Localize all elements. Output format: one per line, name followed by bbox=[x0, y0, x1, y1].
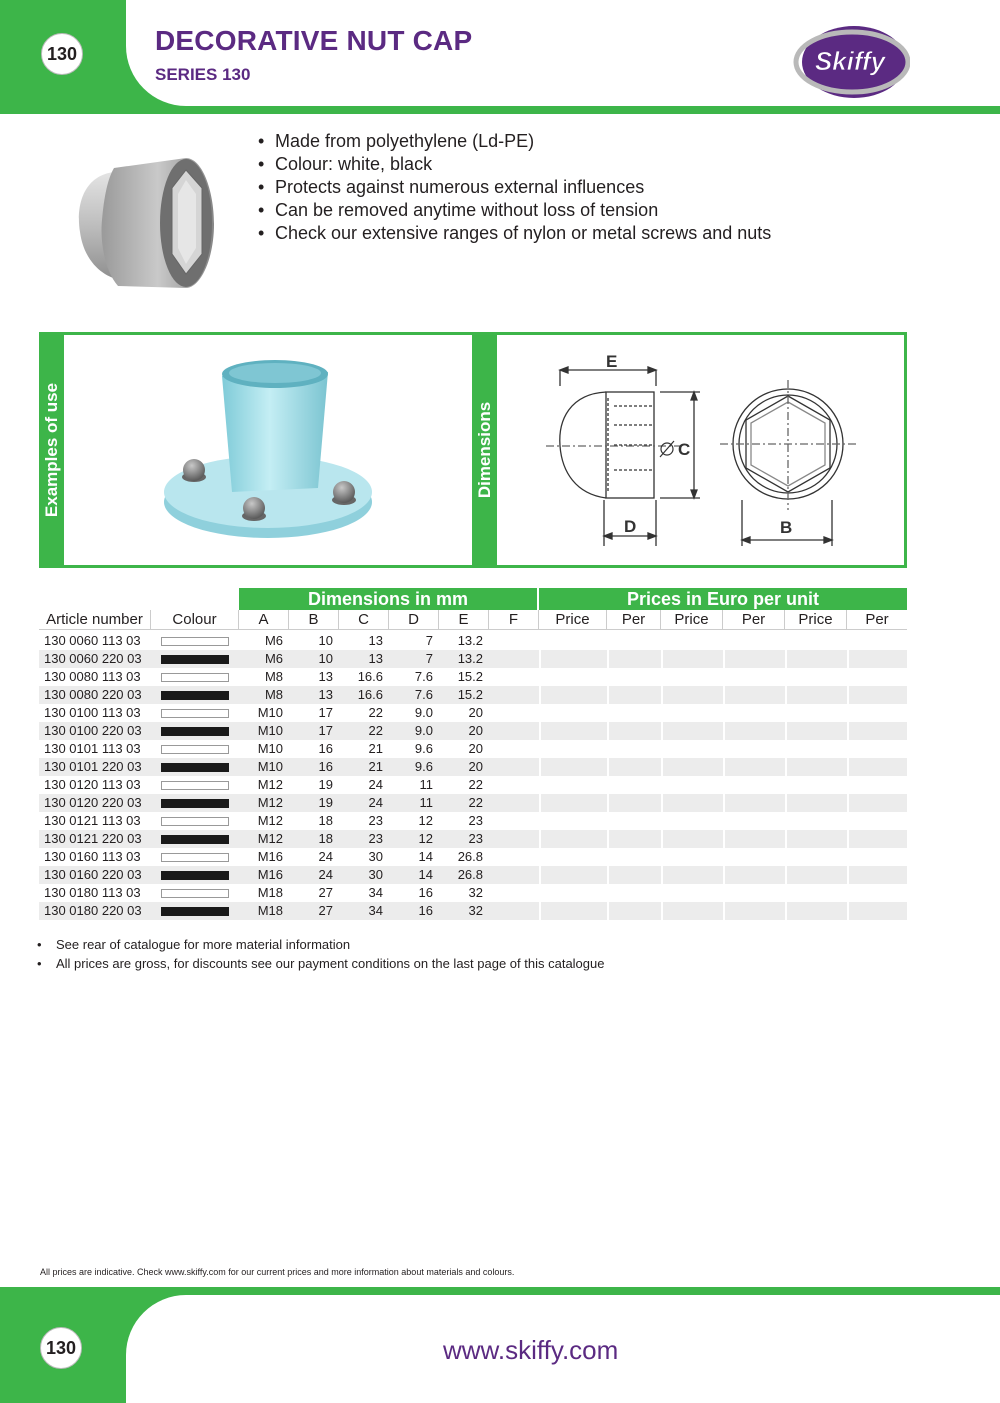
colour-swatch-white bbox=[161, 817, 229, 826]
price-cell bbox=[785, 830, 847, 848]
dim-b-cell: 19 bbox=[289, 794, 339, 812]
dim-b-cell: 19 bbox=[318, 777, 333, 792]
per-cell bbox=[723, 776, 785, 794]
dim-e-cell: 32 bbox=[439, 902, 489, 920]
table-row bbox=[39, 812, 907, 830]
price-cell bbox=[539, 866, 607, 884]
colour-swatch-white bbox=[161, 637, 229, 646]
price-cell bbox=[539, 722, 607, 740]
per-cell bbox=[607, 884, 661, 902]
dim-a-cell: M10 bbox=[257, 705, 283, 720]
dim-b-cell: 24 bbox=[289, 866, 339, 884]
article-number-cell: 130 0160 220 03 bbox=[39, 866, 151, 884]
feature-item: • Check our extensive ranges of nylon or metal screws and nuts bbox=[258, 223, 772, 243]
dim-c-cell: 24 bbox=[368, 777, 383, 792]
dim-d-cell: 14 bbox=[389, 866, 439, 884]
logo-text: Skiffy bbox=[814, 46, 886, 76]
dim-b-cell: 27 bbox=[289, 902, 339, 920]
dim-d-cell: 11 bbox=[389, 794, 439, 812]
per-cell bbox=[847, 830, 907, 848]
per-cell bbox=[847, 794, 907, 812]
table-row bbox=[39, 776, 907, 794]
dim-a-cell: M10 bbox=[239, 722, 289, 740]
dim-e-cell: 26.8 bbox=[457, 849, 483, 864]
dim-d-cell: 9.6 bbox=[389, 758, 439, 776]
per-cell bbox=[607, 740, 661, 758]
col-header: D bbox=[389, 610, 439, 629]
table-header-row bbox=[39, 610, 907, 630]
dim-e-cell: 20 bbox=[468, 741, 483, 756]
per-cell bbox=[847, 650, 907, 668]
col-header: Per bbox=[723, 610, 785, 629]
price-cell bbox=[785, 884, 847, 902]
dim-f-cell bbox=[489, 776, 539, 794]
price-cell bbox=[539, 830, 607, 848]
article-number-cell: 130 0080 220 03 bbox=[39, 686, 151, 704]
per-cell bbox=[847, 740, 907, 758]
prices-group-header: Prices in Euro per unit bbox=[539, 588, 907, 610]
dim-b-cell: 24 bbox=[318, 849, 333, 864]
per-cell bbox=[723, 830, 785, 848]
per-cell bbox=[723, 812, 785, 830]
article-number-cell: 130 0120 113 03 bbox=[44, 777, 141, 792]
dim-b-cell: 16 bbox=[289, 758, 339, 776]
dim-c-cell: 13 bbox=[339, 650, 389, 668]
per-cell bbox=[607, 902, 661, 920]
per-cell bbox=[607, 866, 661, 884]
dim-b-cell: 10 bbox=[318, 633, 333, 648]
feature-item: • Made from polyethylene (Ld-PE) bbox=[258, 131, 535, 151]
price-cell bbox=[785, 866, 847, 884]
dim-e-cell: 23 bbox=[468, 813, 483, 828]
dim-a-cell: M10 bbox=[257, 741, 283, 756]
colour-swatch-black bbox=[161, 871, 229, 880]
dim-f-cell bbox=[489, 758, 539, 776]
colour-cell bbox=[151, 740, 239, 758]
dim-c-cell: 30 bbox=[339, 866, 389, 884]
per-cell bbox=[607, 704, 661, 722]
dim-a-cell: M18 bbox=[239, 902, 289, 920]
dim-a-cell: M8 bbox=[264, 669, 283, 684]
price-cell bbox=[539, 686, 607, 704]
article-number-cell: 130 0180 113 03 bbox=[44, 885, 141, 900]
article-number-cell: 130 0060 113 03 bbox=[44, 633, 141, 648]
dim-d-cell: 16 bbox=[389, 902, 439, 920]
price-cell bbox=[539, 668, 607, 686]
price-cell bbox=[539, 812, 607, 830]
dimensions-tab: Dimensions bbox=[472, 332, 497, 568]
dim-a-cell: M8 bbox=[239, 686, 289, 704]
price-cell bbox=[785, 722, 847, 740]
colour-swatch-black bbox=[161, 799, 229, 808]
dim-f-cell bbox=[489, 668, 539, 686]
dim-b-cell: 13 bbox=[289, 686, 339, 704]
col-header: Per bbox=[865, 611, 889, 628]
article-number-cell: 130 0180 220 03 bbox=[39, 902, 151, 920]
dim-e-cell: 22 bbox=[439, 794, 489, 812]
col-header: E bbox=[439, 610, 489, 629]
per-cell bbox=[847, 866, 907, 884]
per-cell bbox=[723, 866, 785, 884]
dim-f-cell bbox=[489, 722, 539, 740]
notes-list bbox=[37, 935, 604, 973]
price-cell bbox=[785, 704, 847, 722]
table-row bbox=[39, 884, 907, 902]
dim-a-cell: M6 bbox=[264, 633, 283, 648]
feature-item: • Protects against numerous external influences bbox=[258, 177, 645, 197]
colour-cell bbox=[151, 758, 239, 776]
feature-item: • Can be removed anytime without loss of tension bbox=[258, 200, 659, 220]
dim-b-cell: 10 bbox=[289, 650, 339, 668]
dim-d-cell: 9.6 bbox=[414, 741, 433, 756]
dim-b-cell: 17 bbox=[318, 705, 333, 720]
dim-c-cell: 16.6 bbox=[339, 686, 389, 704]
price-cell bbox=[661, 794, 723, 812]
price-cell bbox=[661, 812, 723, 830]
table-row bbox=[39, 902, 907, 920]
col-header: Article number bbox=[39, 610, 151, 629]
per-cell bbox=[607, 722, 661, 740]
dim-a-cell: M10 bbox=[239, 758, 289, 776]
colour-cell bbox=[151, 812, 239, 830]
article-number-cell: 130 0080 113 03 bbox=[44, 669, 141, 684]
dim-e-cell: 20 bbox=[439, 758, 489, 776]
dim-c-cell: 22 bbox=[368, 705, 383, 720]
dim-f-cell bbox=[489, 686, 539, 704]
per-cell bbox=[607, 830, 661, 848]
per-cell bbox=[723, 704, 785, 722]
price-cell bbox=[539, 758, 607, 776]
footer-page-number-badge: 130 bbox=[40, 1327, 82, 1369]
per-cell bbox=[723, 722, 785, 740]
colour-cell bbox=[151, 650, 239, 668]
per-cell bbox=[607, 812, 661, 830]
dim-a-cell: M18 bbox=[257, 885, 283, 900]
page-number-badge: 130 bbox=[41, 33, 83, 75]
article-number-cell: 130 0100 113 03 bbox=[44, 705, 141, 720]
dim-c-cell: 23 bbox=[368, 813, 383, 828]
nut-cap-product-image bbox=[74, 150, 218, 296]
price-cell bbox=[539, 776, 607, 794]
note-item: • All prices are gross, for discounts see our payment conditions on the last page of this catalogue bbox=[37, 956, 605, 971]
per-cell bbox=[723, 884, 785, 902]
price-cell bbox=[785, 632, 847, 650]
dim-c-cell: 23 bbox=[339, 830, 389, 848]
price-cell bbox=[785, 794, 847, 812]
table-row bbox=[39, 758, 907, 776]
colour-cell bbox=[151, 848, 239, 866]
website-link[interactable]: www.skiffy.com bbox=[443, 1335, 619, 1365]
dim-e-cell: 32 bbox=[468, 885, 483, 900]
price-cell bbox=[661, 632, 723, 650]
dim-b-cell: 18 bbox=[289, 830, 339, 848]
price-cell bbox=[539, 650, 607, 668]
per-cell bbox=[607, 794, 661, 812]
col-header: Price bbox=[785, 610, 847, 629]
article-number-cell: 130 0121 220 03 bbox=[39, 830, 151, 848]
price-cell bbox=[661, 848, 723, 866]
per-cell bbox=[847, 686, 907, 704]
dim-e-cell: 23 bbox=[439, 830, 489, 848]
col-header: F bbox=[489, 610, 539, 629]
colour-swatch-white bbox=[161, 889, 229, 898]
dim-a-cell: M16 bbox=[257, 849, 283, 864]
dim-e-cell: 13.2 bbox=[439, 650, 489, 668]
per-cell bbox=[847, 722, 907, 740]
price-cell bbox=[661, 722, 723, 740]
price-cell bbox=[661, 884, 723, 902]
table-row bbox=[39, 704, 907, 722]
price-cell bbox=[661, 650, 723, 668]
per-cell bbox=[723, 902, 785, 920]
price-cell bbox=[785, 668, 847, 686]
dim-d-cell: 14 bbox=[418, 849, 433, 864]
per-cell bbox=[847, 758, 907, 776]
price-cell bbox=[785, 902, 847, 920]
dim-c-cell: 22 bbox=[339, 722, 389, 740]
dim-a-cell: M16 bbox=[239, 866, 289, 884]
dim-d-cell: 9.0 bbox=[389, 722, 439, 740]
price-cell bbox=[539, 794, 607, 812]
per-cell bbox=[723, 794, 785, 812]
per-cell bbox=[847, 848, 907, 866]
price-cell bbox=[661, 902, 723, 920]
price-cell bbox=[539, 902, 607, 920]
table-row bbox=[39, 686, 907, 704]
dim-a-cell: M12 bbox=[257, 813, 283, 828]
dim-f-cell bbox=[489, 866, 539, 884]
price-cell bbox=[785, 740, 847, 758]
dim-e-cell: 15.2 bbox=[457, 669, 483, 684]
dim-d-cell: 7 bbox=[389, 650, 439, 668]
col-header: B bbox=[289, 610, 339, 629]
col-header: Colour bbox=[151, 610, 239, 629]
dim-c-cell: 21 bbox=[368, 741, 383, 756]
price-cell bbox=[785, 686, 847, 704]
dim-f-cell bbox=[489, 632, 539, 650]
examples-of-use-tab: Examples of use bbox=[39, 332, 64, 568]
dimensions-diagram bbox=[540, 350, 860, 550]
col-header: A bbox=[239, 610, 289, 629]
colour-cell bbox=[151, 902, 239, 920]
dim-c-cell: 34 bbox=[339, 902, 389, 920]
dim-label-b: B bbox=[780, 518, 793, 537]
per-cell bbox=[723, 758, 785, 776]
dim-d-cell: 7.6 bbox=[389, 686, 439, 704]
dim-c-cell: 24 bbox=[339, 794, 389, 812]
table-row bbox=[39, 632, 907, 650]
dim-d-cell: 16 bbox=[418, 885, 433, 900]
dim-b-cell: 13 bbox=[318, 669, 333, 684]
price-cell bbox=[539, 632, 607, 650]
price-cell bbox=[661, 866, 723, 884]
article-number-cell: 130 0060 220 03 bbox=[39, 650, 151, 668]
per-cell bbox=[847, 632, 907, 650]
price-cell bbox=[785, 812, 847, 830]
price-cell bbox=[539, 704, 607, 722]
per-cell bbox=[723, 848, 785, 866]
dim-c-cell: 34 bbox=[368, 885, 383, 900]
colour-cell bbox=[151, 686, 239, 704]
dim-f-cell bbox=[489, 884, 539, 902]
colour-cell bbox=[151, 632, 239, 650]
price-cell bbox=[661, 776, 723, 794]
per-cell bbox=[607, 848, 661, 866]
dim-label-e: E bbox=[606, 352, 618, 371]
per-cell bbox=[607, 758, 661, 776]
dim-label-d: D bbox=[624, 517, 637, 536]
feature-list bbox=[258, 130, 771, 245]
dim-f-cell bbox=[489, 740, 539, 758]
dim-e-cell: 22 bbox=[468, 777, 483, 792]
dim-e-cell: 15.2 bbox=[439, 686, 489, 704]
colour-cell bbox=[151, 722, 239, 740]
dim-d-cell: 9.0 bbox=[414, 705, 433, 720]
article-number-cell: 130 0101 113 03 bbox=[44, 741, 141, 756]
colour-cell bbox=[151, 776, 239, 794]
colour-swatch-white bbox=[161, 781, 229, 790]
colour-swatch-white bbox=[161, 745, 229, 754]
colour-swatch-black bbox=[161, 763, 229, 772]
dim-c-cell: 30 bbox=[368, 849, 383, 864]
article-number-cell: 130 0101 220 03 bbox=[39, 758, 151, 776]
price-cell bbox=[539, 884, 607, 902]
col-header: Price bbox=[539, 610, 607, 629]
per-cell bbox=[607, 650, 661, 668]
page-subtitle: SERIES 130 bbox=[155, 65, 251, 84]
per-cell bbox=[607, 632, 661, 650]
dim-a-cell: M12 bbox=[239, 794, 289, 812]
price-cell bbox=[661, 830, 723, 848]
price-cell bbox=[661, 758, 723, 776]
per-cell bbox=[847, 884, 907, 902]
article-number-cell: 130 0121 113 03 bbox=[44, 813, 141, 828]
table-row bbox=[39, 722, 907, 740]
dimensions-group-header: Dimensions in mm bbox=[239, 588, 537, 610]
price-cell bbox=[785, 650, 847, 668]
colour-cell bbox=[151, 866, 239, 884]
colour-swatch-black bbox=[161, 727, 229, 736]
colour-swatch-black bbox=[161, 655, 229, 664]
dim-label-c: C bbox=[678, 440, 691, 459]
dim-e-cell: 20 bbox=[439, 722, 489, 740]
per-cell bbox=[723, 686, 785, 704]
price-cell bbox=[661, 740, 723, 758]
dim-f-cell bbox=[489, 704, 539, 722]
dim-e-cell: 26.8 bbox=[439, 866, 489, 884]
example-of-use-image bbox=[150, 352, 390, 542]
colour-cell bbox=[151, 794, 239, 812]
dim-d-cell: 11 bbox=[419, 777, 433, 792]
dim-a-cell: M12 bbox=[239, 830, 289, 848]
table-row bbox=[39, 866, 907, 884]
price-cell bbox=[785, 776, 847, 794]
dim-f-cell bbox=[489, 650, 539, 668]
price-disclaimer: All prices are indicative. Check www.skiffy.com for our current prices and more information about materials and colours. bbox=[40, 1267, 515, 1277]
colour-swatch-white bbox=[161, 673, 229, 682]
per-cell bbox=[847, 776, 907, 794]
colour-cell bbox=[151, 830, 239, 848]
article-number-cell: 130 0100 220 03 bbox=[39, 722, 151, 740]
colour-swatch-white bbox=[161, 709, 229, 718]
per-cell bbox=[847, 668, 907, 686]
article-number-cell: 130 0160 113 03 bbox=[44, 849, 141, 864]
dim-a-cell: M6 bbox=[239, 650, 289, 668]
dim-c-cell: 21 bbox=[339, 758, 389, 776]
colour-cell bbox=[151, 668, 239, 686]
dim-b-cell: 17 bbox=[289, 722, 339, 740]
dim-e-cell: 13.2 bbox=[457, 633, 483, 648]
per-cell bbox=[723, 740, 785, 758]
col-header: Per bbox=[607, 610, 661, 629]
per-cell bbox=[847, 812, 907, 830]
colour-swatch-black bbox=[161, 907, 229, 916]
price-cell bbox=[539, 848, 607, 866]
feature-item: • Colour: white, black bbox=[258, 154, 433, 174]
dim-b-cell: 27 bbox=[318, 885, 333, 900]
price-cell bbox=[539, 740, 607, 758]
price-cell bbox=[661, 704, 723, 722]
table-row bbox=[39, 668, 907, 686]
skiffy-logo bbox=[792, 22, 910, 100]
page-title: DECORATIVE NUT CAP bbox=[155, 25, 473, 56]
per-cell bbox=[607, 668, 661, 686]
dim-d-cell: 12 bbox=[418, 813, 433, 828]
per-cell bbox=[847, 902, 907, 920]
per-cell bbox=[723, 650, 785, 668]
dim-f-cell bbox=[489, 902, 539, 920]
col-header: Price bbox=[661, 610, 723, 629]
price-cell bbox=[661, 686, 723, 704]
dim-e-cell: 20 bbox=[468, 705, 483, 720]
table-row bbox=[39, 830, 907, 848]
table-row bbox=[39, 650, 907, 668]
table-row bbox=[39, 740, 907, 758]
dim-b-cell: 18 bbox=[318, 813, 333, 828]
table-row bbox=[39, 848, 907, 866]
note-item: • See rear of catalogue for more material information bbox=[37, 937, 351, 952]
dim-f-cell bbox=[489, 848, 539, 866]
dim-f-cell bbox=[489, 830, 539, 848]
col-header: C bbox=[339, 610, 389, 629]
per-cell bbox=[723, 632, 785, 650]
dim-d-cell: 12 bbox=[389, 830, 439, 848]
dim-c-cell: 13 bbox=[368, 633, 383, 648]
colour-swatch-black bbox=[161, 835, 229, 844]
dim-f-cell bbox=[489, 812, 539, 830]
dim-b-cell: 16 bbox=[318, 741, 333, 756]
article-number-cell: 130 0120 220 03 bbox=[39, 794, 151, 812]
colour-cell bbox=[151, 884, 239, 902]
price-cell bbox=[785, 848, 847, 866]
per-cell bbox=[607, 686, 661, 704]
dim-f-cell bbox=[489, 794, 539, 812]
per-cell bbox=[847, 704, 907, 722]
per-cell bbox=[723, 668, 785, 686]
dim-c-cell: 16.6 bbox=[357, 669, 383, 684]
table-row bbox=[39, 794, 907, 812]
dim-d-cell: 7 bbox=[425, 633, 433, 648]
colour-swatch-black bbox=[161, 691, 229, 700]
dim-a-cell: M12 bbox=[257, 777, 283, 792]
per-cell bbox=[607, 776, 661, 794]
dim-d-cell: 7.6 bbox=[414, 669, 433, 684]
price-cell bbox=[661, 668, 723, 686]
colour-cell bbox=[151, 704, 239, 722]
colour-swatch-white bbox=[161, 853, 229, 862]
price-cell bbox=[785, 758, 847, 776]
